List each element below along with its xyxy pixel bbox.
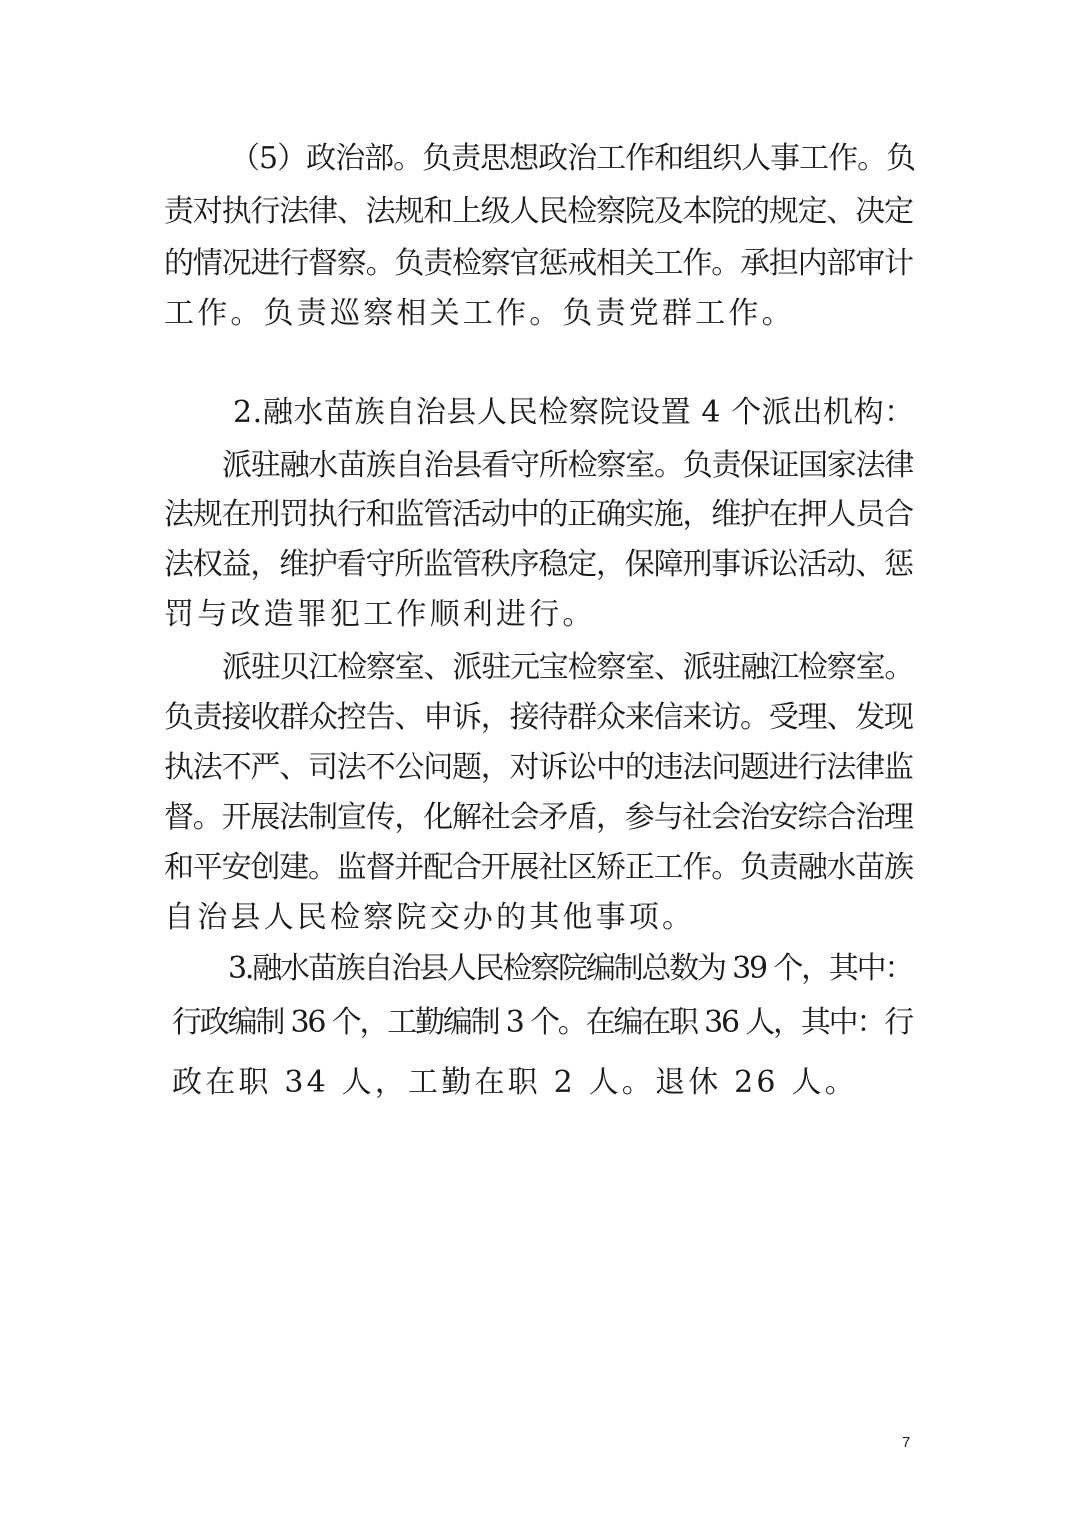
text-line: 责对执行法律、法规和上级人民检察院及本院的规定、决定 <box>164 194 913 229</box>
text-line: 和平安创建。监督并配合开展社区矫正工作。负责融水苗族 <box>164 850 913 885</box>
text-line: 工作。负责巡察相关工作。负责党群工作。 <box>164 296 795 331</box>
text-line: 罚与改造罪犯工作顺利进行。 <box>164 597 596 632</box>
text-line: 执法不严、司法不公问题，对诉讼中的违法问题进行法律监 <box>164 750 913 785</box>
text-line: 自治县人民检察院交办的其他事项。 <box>164 900 696 935</box>
text-line: 负责接收群众控告、申诉，接待群众来信来访。受理、发现 <box>164 700 913 735</box>
text-line: 3.融水苗族自治县人民检察院编制总数为 39 个，其中： <box>228 951 913 986</box>
text-line: （5）政治部。负责思想政治工作和组织人事工作。负 <box>230 141 916 176</box>
text-line: 派驻贝江检察室、派驻元宝检察室、派驻融江检察室。 <box>222 650 914 685</box>
text-line: 派驻融水苗族自治县看守所检察室。负责保证国家法律 <box>222 448 914 483</box>
text-line: 的情况进行督察。负责检察官惩戒相关工作。承担内部审计 <box>164 246 913 281</box>
text-line: 督。开展法制宣传，化解社会矛盾，参与社会治安综合治理 <box>164 800 913 835</box>
text-line: 行政编制 36 个，工勤编制 3 个。在编在职 36 人，其中：行 <box>172 1005 913 1040</box>
text-line: 政在职 34 人，工勤在职 2 人。退休 26 人。 <box>172 1065 858 1100</box>
page-number: 7 <box>902 1434 911 1451</box>
text-line: 法规在刑罚执行和监管活动中的正确实施，维护在押人员合 <box>164 497 913 532</box>
text-line: 法权益，维护看守所监管秩序稳定，保障刑事诉讼活动、惩 <box>164 547 913 582</box>
section-heading: 2.融水苗族自治县人民检察院设置 4 个派出机构： <box>233 395 915 430</box>
